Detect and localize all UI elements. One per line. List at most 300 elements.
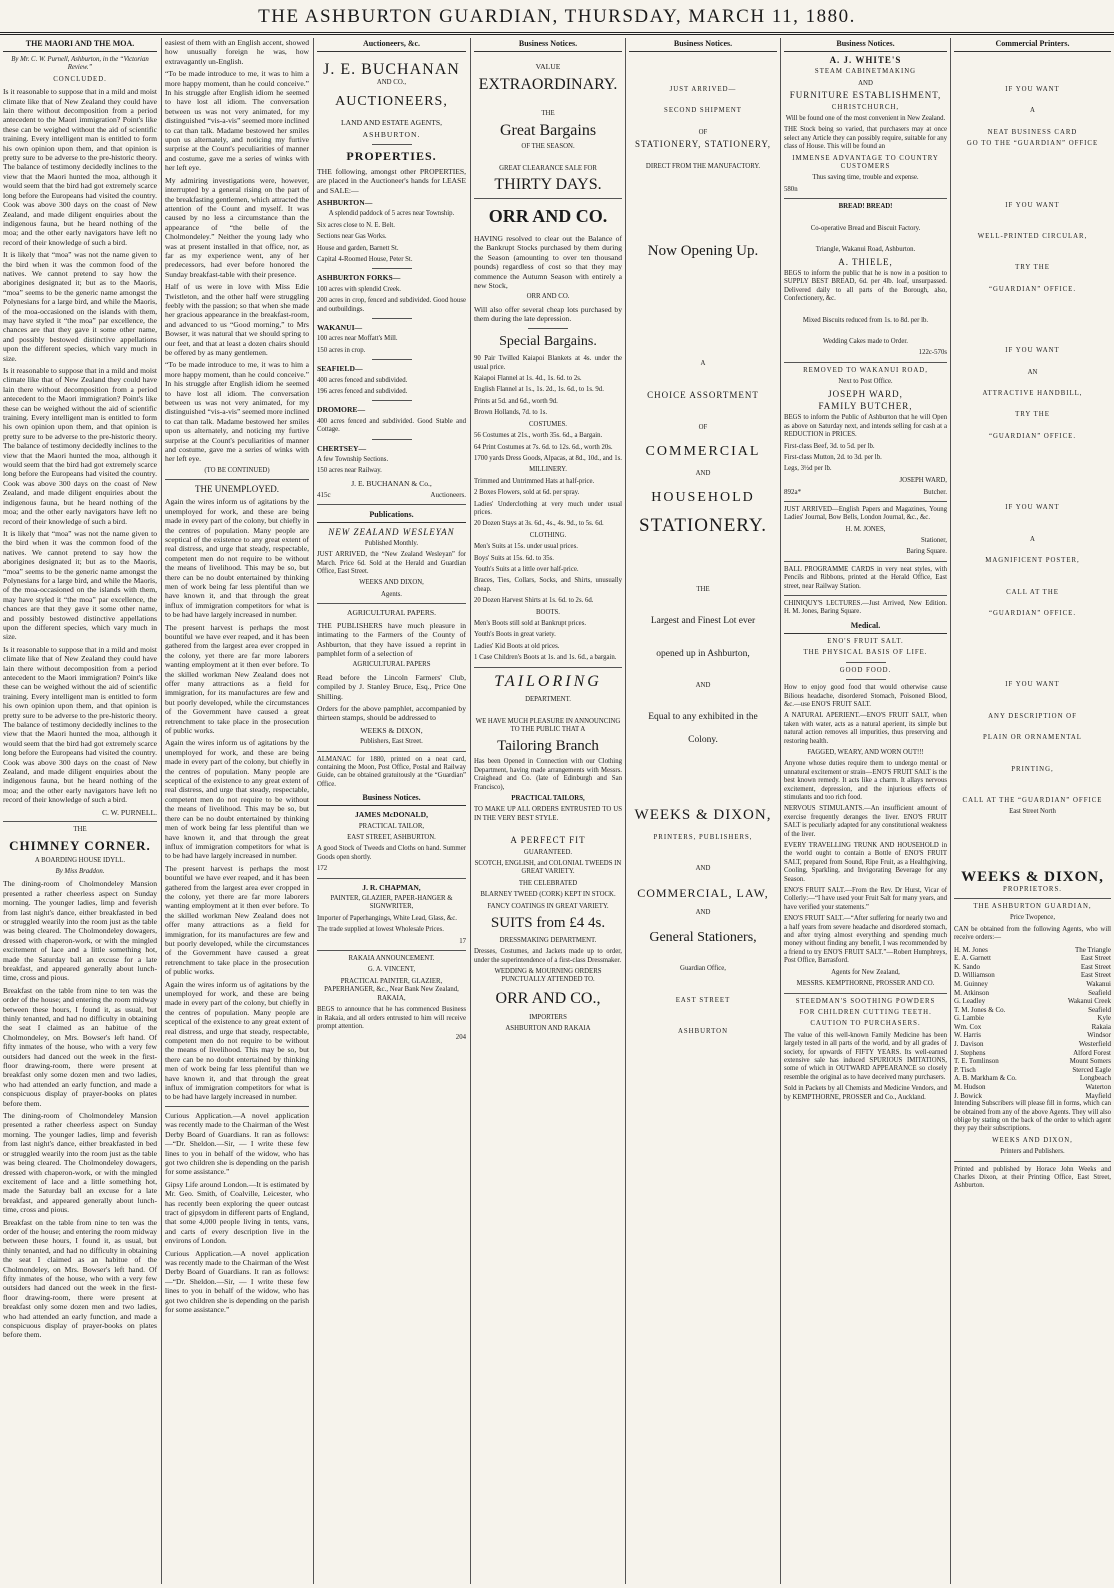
circular-label: WELL-PRINTED CIRCULAR, bbox=[977, 233, 1088, 241]
bargain-item: Kaiapoi Flannel at 1s. 4d., 1s. 6d. to 2s. bbox=[474, 375, 582, 383]
address-label: Triangle, Wakanui Road, Ashburton. bbox=[815, 246, 916, 254]
divider bbox=[3, 821, 157, 822]
agricultural-papers-heading: AGRICULTURAL PAPERS. bbox=[346, 608, 437, 618]
agent-name: K. Sando bbox=[954, 962, 981, 971]
divider bbox=[784, 198, 947, 199]
section-header: Medical. bbox=[784, 620, 947, 634]
factory-label: Co-operative Bread and Biscuit Factory. bbox=[810, 224, 921, 232]
divider bbox=[317, 504, 466, 505]
bargain-item: Braces, Ties, Collars, Socks, and Shirts, unusually cheap. bbox=[474, 577, 622, 593]
article-paragraph: Is it reasonable to suppose that in a mild and moist climate like that of New Zealand they could have lain there without decomposition from a period antecedent to the Maori immigration? Point's like these can be weighed without the aid of scientific training. Every intelligent man is entitled to form his own opinion upon them, and that opinion is pretty sure to be adverse to the pre-historic theory. The balance of testimony decidedly inclines to the view that the Maori hunted the moa, although it would seem that the bird had got extremely scarce long before the Europeans had visited the country. Cook was above 300 days on the coast of New Zealand, and made diligent enquiries about the indigenous fauna, but he heard nothing of the moa; and the other early navigators have left no record of their knowledge of such a bird. bbox=[3, 366, 157, 526]
a-label: A bbox=[1030, 107, 1035, 115]
agent-row bbox=[954, 980, 1111, 989]
bargain-item: Youth's Boots in great variety. bbox=[474, 631, 556, 639]
agent-place: East Street bbox=[1080, 954, 1111, 963]
agent-row bbox=[954, 1066, 1111, 1075]
firm-name: J. E. BUCHANAN bbox=[323, 61, 460, 78]
chapman-text: Importer of Paperhangings, White Lead, Glass, &c. bbox=[317, 914, 457, 922]
dash-rule bbox=[846, 662, 886, 663]
masthead: THE ASHBURTON GUARDIAN, THURSDAY, MARCH 11, 1880. bbox=[258, 6, 856, 27]
article-paragraph: Again the wires inform us of agitations by the unemployed for work, and these are being made in every part of the colony, but chiefly in the centres of population. Many people are sceptical of the existence to any great extent of real distress, and urge that steady, respectable, competent men do not require to be without the means of livelihood. This may be so, but there can be no doubt entertained by thinking men of work being far less plentiful than we have known it, and that through the great influx of immigration competitors for what is to be had have largely increased in number. bbox=[165, 738, 309, 861]
agents-name: MESSRS. KEMPTHORNE, PROSSER AND CO. bbox=[796, 980, 935, 988]
article-paragraph: The present harvest is perhaps the most bountiful we have ever reaped, and it has been gathered from the largest area ever cropped in the colony, yet there are far more laborers wanting employment at it then ever before. To the skilled workman New Zealand does not offer many attractions as a field for immigration, for its manufactures are few and but poorly developed, while the circumstances of the Government have caused a great retrenchment to take place in the prosecution of public works. bbox=[165, 863, 309, 977]
wesleyan-text: JUST ARRIVED, the “New Zealand Wesleyan” for March. Price 6d. Sold at the Herald and Guardian Office, East Street. bbox=[317, 551, 466, 576]
locality-heading: ASHBURTON— bbox=[317, 197, 373, 207]
vincent-name: G. A. VINCENT, bbox=[367, 966, 416, 974]
agent-name: J. Stephens bbox=[954, 1048, 986, 1057]
agent-name: W. Harris bbox=[954, 1031, 981, 1040]
advantage-label: IMMENSE ADVANTAGE TO COUNTRY CUSTOMERS bbox=[792, 154, 939, 171]
opened-label: opened up in Ashburton, bbox=[656, 648, 750, 659]
eno-text: ENO'S FRUIT SALT.—“After suffering for nearly two and a half years from severe headache and disordered stomach, and after trying almost everything and spending much money without finding any benefit, I was recommended by a friend to try ENO'S FRUIT SALT.”—Robert Humphreys, Post Office, Barrasford. bbox=[784, 915, 947, 965]
if-you-want-label: IF YOU WANT bbox=[1005, 681, 1060, 689]
east-street-label: EAST STREET bbox=[675, 996, 731, 1004]
extraordinary-heading: EXTRAORDINARY. bbox=[478, 76, 618, 94]
agent-row bbox=[954, 1006, 1111, 1015]
importers-label: IMPORTERS bbox=[529, 1013, 567, 1021]
thirty-days-heading: THIRTY DAYS. bbox=[494, 176, 602, 194]
proprietors-label: PROPRIETORS. bbox=[1003, 885, 1062, 893]
orr-name: ORR AND CO. bbox=[526, 293, 570, 301]
tailoring-heading: TAILORING bbox=[494, 672, 602, 690]
biscuits-text: Mixed Biscuits reduced from 1s. to 8d. per lb. bbox=[802, 316, 929, 324]
property-item: 150 acres in crop. bbox=[317, 346, 366, 354]
baring-square-label: Baring Square. bbox=[906, 548, 947, 556]
bargain-item: 1 Case Children's Boots at 1s. and 1s. 6d., a bargain. bbox=[474, 654, 617, 662]
agent-row bbox=[954, 1057, 1111, 1066]
equal-label: Equal to any exhibited in the bbox=[648, 712, 758, 723]
unemployed-heading: THE UNEMPLOYED. bbox=[195, 484, 279, 495]
to-be-continued: (TO BE CONTINUED) bbox=[204, 466, 270, 474]
the-label: THE bbox=[696, 585, 710, 593]
household-label: HOUSEHOLD bbox=[651, 490, 755, 506]
steedman-sub: FOR CHILDREN CUTTING TEETH. bbox=[799, 1008, 932, 1016]
business-card-label: NEAT BUSINESS CARD bbox=[987, 128, 1078, 136]
cabinetmaking-label: STEAM CABINETMAKING bbox=[814, 68, 917, 76]
thiele-text: BEGS to inform the public that he is now in a position to SUPPLY BEST BREAD, 6d. per 4lb. loaf, unsurpassed. Delivered daily to all parts of the Borough, also, Confectionery, &c. bbox=[784, 269, 947, 303]
story-author: By Miss Braddon. bbox=[55, 867, 105, 875]
plain-ornamental-label: PLAIN OR ORNAMENTAL bbox=[983, 734, 1082, 742]
furniture-label: FURNITURE ESTABLISHMENT, bbox=[789, 90, 942, 101]
column-5 bbox=[626, 38, 780, 1584]
description-label: ANY DESCRIPTION OF bbox=[988, 712, 1077, 720]
stationery-heading: STATIONERY. bbox=[639, 514, 767, 536]
white-text: Will be found one of the most convenient in New Zealand. bbox=[785, 115, 946, 123]
dash-rule bbox=[846, 679, 886, 680]
eno-text: NERVOUS STIMULANTS.—An insufficient amount of exercise frequently deranges the liver. ENO'S FRUIT SALT is peculiarly adapted for any constitutional weakness of the liver. bbox=[784, 805, 947, 838]
thiele-name: A. THIELE, bbox=[838, 256, 893, 267]
great-bargains-heading: Great Bargains bbox=[499, 121, 597, 139]
bargain-item: Brown Hollands, 7d. to 1s. bbox=[474, 409, 548, 417]
agent-place: Mayfield bbox=[1085, 1091, 1111, 1100]
agent-place: Waterton bbox=[1085, 1083, 1111, 1092]
eno-text: Anyone whose duties require them to undergo mental or unnatural excitement or strain—ENO'S FRUIT SALT is the best known remedy. It acts like a charm. It allays nervous excitement, depression, and the injurious effects of stimulants and too rich food. bbox=[784, 760, 947, 801]
tailoring-text: Has been Opened in Connection with our Clothing Department, having made arrangements with Messrs. Craighead and Co. (late of Edinburgh and San Francisco), bbox=[474, 758, 622, 791]
caution-text: The value of this well-known Family Medicine has been largely tested in all parts of the world, and by all grades of society, for upwards of FIFTY YEARS. Its well-earned extensive sale has induced SPURIOUS IMITATIONS, some of which in OUTWARD APPEARANCE so closely resemble the original as to have deceived many purchasers. bbox=[784, 1031, 947, 1081]
bargain-item: 90 Pair Twilled Kaiapoi Blankets at 4s. under the usual price. bbox=[474, 355, 622, 371]
agent-place: Wakanui bbox=[1086, 979, 1111, 988]
if-you-want-label: IF YOU WANT bbox=[1005, 201, 1060, 209]
choice-assortment-label: CHOICE ASSORTMENT bbox=[647, 390, 759, 401]
eno-heading: ENO'S FRUIT SALT. bbox=[827, 637, 904, 645]
boots-heading: BOOTS. bbox=[536, 608, 560, 616]
guardian-office-label: “GUARDIAN” OFFICE. bbox=[988, 432, 1077, 440]
white-name: A. J. WHITE'S bbox=[829, 55, 902, 65]
a-label: A bbox=[1030, 535, 1035, 543]
divider bbox=[784, 362, 947, 363]
price-label: Price Twopence, bbox=[1009, 914, 1056, 922]
agent-row bbox=[954, 1014, 1111, 1023]
property-item: House and garden, Barnett St. bbox=[317, 244, 399, 252]
agent-row bbox=[954, 1023, 1111, 1032]
property-item: 100 acres near Moffatt's Mill. bbox=[317, 335, 398, 343]
column-3 bbox=[314, 38, 469, 1584]
caution-heading: CAUTION TO PURCHASERS. bbox=[810, 1020, 921, 1028]
section-header: Auctioneers, &c. bbox=[317, 38, 466, 52]
dash-rule bbox=[372, 439, 412, 440]
saving-label: Thus saving time, trouble and expense. bbox=[812, 174, 919, 182]
property-item: 400 acres fenced and subdivided. bbox=[317, 376, 408, 384]
divider bbox=[165, 1106, 309, 1107]
printers-label: PRINTERS, PUBLISHERS, bbox=[653, 833, 753, 841]
agent-name: M. Atkinson bbox=[954, 988, 990, 997]
masthead-rule bbox=[0, 32, 1114, 35]
perfect-fit-heading: A PERFECT FIT bbox=[510, 835, 586, 846]
story-paragraph: Breakfast on the table from nine to ten was the order of the house; and entering the room midway between these hours, I found it, as usual, but thinly tenanted, and had no difficulty in obtaining the seat I claimed as an habitue of the Cholmondeley, on Mrs. Bowser's left hand. Of fifty inmates of the house, who with a very few outsiders had danced out the week in the first-floor drawing-room, there were present at breakfast only some dozen men and two ladies, who had attended an early function, and made a conspicuous display of prayer-books on plates before them. bbox=[3, 1217, 157, 1340]
dressmaking-text: Dresses, Costumes, and Jackets made up to order, under the superintendence of a first-class Dressmaker. bbox=[474, 948, 622, 964]
bargain-item: Men's Suits at 15s. under usual prices. bbox=[474, 543, 578, 551]
firm-and-co: AND CO., bbox=[376, 78, 407, 86]
agent-place: Westerfield bbox=[1078, 1040, 1111, 1049]
the-label: THE bbox=[541, 110, 555, 118]
agent-name: M. Guinney bbox=[954, 979, 988, 988]
property-item: Six acres close to N. E. Belt. bbox=[317, 221, 395, 229]
column-6 bbox=[781, 38, 950, 1584]
mcdonald-text: A good Stock of Tweeds and Cloths on hand. Summer Goods open shortly. bbox=[317, 845, 466, 861]
story-subtitle: A BOARDING HOUSE IDYLL. bbox=[34, 856, 126, 864]
agent-row bbox=[954, 971, 1111, 980]
agent-row bbox=[954, 1049, 1111, 1058]
guardian-title: THE ASHBURTON GUARDIAN, bbox=[973, 902, 1092, 910]
stationer-label: Stationer, bbox=[921, 537, 947, 545]
blarney-text: BLARNEY TWEED (CORK) KEPT IN STOCK. bbox=[480, 891, 616, 899]
ward-signature: JOSEPH WARD, bbox=[899, 476, 947, 484]
bargain-item: Boys' Suits at 15s. 6d. to 35s. bbox=[474, 554, 554, 562]
weeks-dixon-heading: WEEKS & DIXON, bbox=[961, 868, 1104, 885]
guardian-office-label: GO TO THE “GUARDIAN” OFFICE bbox=[966, 140, 1099, 148]
publishers-label: Publishers, East Street. bbox=[360, 738, 423, 746]
mcdonald-address: EAST STREET, ASHBURTON. bbox=[347, 834, 436, 842]
coatings-text: FANCY COATINGS IN GREAT VARIETY. bbox=[487, 902, 609, 910]
article-paragraph: It is likely that “moa” was not the name given to the bird when it was the common food of the natives. We cannot pretend to say how the aborigines designated it; but as to the Maoris, “moa” seems to be the generic name amongst the Polynesians for a large bird, and while the Maoris, of the moa-occasioned on the islands with them, may have styled it “the moa” par excellence, the chances are that they gave it some other name, and possibly bestowed distinctive appellations upon the different species, which vary much in size. bbox=[3, 528, 157, 642]
news-paragraph: Curious Application.—A novel application was recently made to the Chairman of the West Derby Board of Guardians. It ran as follows:—“Dr. Sheldon.—Sir, — I write these few lines to you in behalf of the widow, who has got two children she is depending on the parish for some assistance.” bbox=[165, 1248, 309, 1314]
removed-heading: REMOVED TO WAKANUI ROAD, bbox=[803, 366, 928, 374]
orr-text: Will also offer several cheap lots purchased by them during the late depression. bbox=[474, 304, 622, 324]
bargain-item: Ladies' Kid Boots at old prices. bbox=[474, 642, 560, 650]
dash-rule bbox=[372, 359, 412, 360]
advertiser-signature: J. E. BUCHANAN & Co., bbox=[351, 478, 432, 488]
bargain-item: 64 Print Costumes at 7s. 6d. to 12s. 6d., worth 20s. bbox=[474, 443, 613, 451]
divider bbox=[317, 878, 466, 879]
story-paragraph: The dining-room of Cholmondeley Mansion presented a rather cheerless aspect on Sunday morning. The younger ladies, limp and feverish from last night's dance, either breakfasted in bed or struggled wearily into the room just as the table was being cleared. The Cholmondeley dowagers, dressed with chaperon-work, or with the mingled excitement of lace and a little something hot, made the Saturday ball an excuse for a late breakfast, and appeared generally about lunch-time, cross and pious. bbox=[3, 879, 157, 983]
agricultural-title: AGRICULTURAL PAPERS bbox=[352, 661, 431, 669]
jones-name: H. M. JONES, bbox=[845, 525, 886, 533]
eno-text: A NATURAL APERIENT.—ENO'S FRUIT SALT, when taken with water, acts as a natural aperient, its simple but natural action removes all impurities, thus preserving and restoring health. bbox=[784, 712, 947, 745]
agent-place: Wakanui Creek bbox=[1067, 997, 1111, 1006]
divider bbox=[474, 667, 622, 668]
locality-heading: WAKANUI— bbox=[317, 322, 363, 332]
agent-name: T. E. Tomlinson bbox=[954, 1057, 999, 1066]
agent-place: East Street bbox=[1080, 971, 1111, 980]
section-header: Business Notices. bbox=[629, 38, 777, 52]
stationery-label: STATIONERY, STATIONERY, bbox=[635, 139, 771, 150]
agent-name: J. Davison bbox=[954, 1040, 984, 1049]
chapman-trade: PAINTER, GLAZIER, PAPER-HANGER & SIGNWRITER, bbox=[330, 895, 453, 911]
chimney-corner-heading: CHIMNEY CORNER. bbox=[9, 837, 151, 853]
steedman-heading: STEEDMAN'S SOOTHING POWDERS bbox=[795, 997, 936, 1005]
now-opening-heading: Now Opening Up. bbox=[647, 243, 759, 260]
agent-place: Mount Somers bbox=[1069, 1057, 1111, 1066]
vincent-trade: PRACTICAL PAINTER, GLAZIER, PAPERHANGER, &c., Near Bank New Zealand, RAKAIA, bbox=[324, 977, 459, 1002]
agent-place: Windsor bbox=[1087, 1031, 1111, 1040]
east-street-north-label: East Street North bbox=[1009, 808, 1056, 816]
ad-reference: 17 bbox=[459, 937, 466, 945]
property-item: 400 acres fenced and subdivided. Good Stable and Cottage. bbox=[317, 417, 466, 434]
properties-intro: THE following, amongst other PROPERTIES, are placed in the Auctioneer's hands for LEASE and SALE:— bbox=[317, 166, 466, 195]
concluded-label: CONCLUDED. bbox=[53, 75, 107, 83]
town-name: ASHBURTON. bbox=[362, 130, 421, 140]
bargain-item: English Flannel at 1s., 1s. 2d., 1s. 6d., to 1s. 9d. bbox=[474, 386, 604, 394]
article-paragraph: Again the wires inform us of agitations by the unemployed for work, and these are being made in every part of the colony, but chiefly in the centres of population. Many people are sceptical of the existence to any great extent of real distress, and urge that steady, respectable, competent men do not require to be without the means of livelihood. This may be so, but there can be no doubt entertained by thinking men of work being far less plentiful than we have known it, and that through the great influx of immigration competitors for what is to be had have largely increased in number. bbox=[165, 979, 309, 1102]
column-4 bbox=[471, 38, 625, 1584]
dash-rule bbox=[372, 318, 412, 319]
a-label: A bbox=[700, 359, 706, 367]
story-paragraph: Breakfast on the table from nine to ten was the order of the house; and entering the room midway between these hours, I found it, as usual, but thinly tenanted, and had no difficulty in obtaining the seat I claimed as an habitue of the Cholmondeley, on Mrs. Bowser's left hand. Of fifty inmates of the house, who with a very few outsiders had danced out the week in the first-floor drawing-room, there were present at breakfast only some dozen men and two ladies, who had attended an early function, and made a conspicuous display of prayer-books on plates before them. bbox=[3, 985, 157, 1108]
divider bbox=[165, 479, 309, 480]
agents-list bbox=[954, 946, 1111, 1101]
story-paragraph: Half of us were in love with Miss Edie Twistleton, and the other half were struggling feebly with the passion; so that when she made her gracious appearance in the breakfast-room, and advanced to us “Good morning,” to Mrs Bowser, it was natural that we should spring to our feet, and that at least a dozen chairs should be offered by as many gentlemen. bbox=[165, 282, 309, 357]
agent-row bbox=[954, 1083, 1111, 1092]
call-label: CALL AT THE “GUARDIAN” OFFICE bbox=[962, 796, 1103, 804]
handbill-label: ATTRACTIVE HANDBILL, bbox=[982, 390, 1083, 398]
colony-label: Colony. bbox=[688, 734, 718, 745]
bargain-item: 56 Costumes at 21s., worth 35s. 6d., a Bargain. bbox=[474, 432, 603, 440]
column-2 bbox=[162, 38, 312, 1584]
of-label: OF bbox=[698, 423, 708, 431]
guardian-office-label: “GUARDIAN” OFFICE. bbox=[988, 285, 1077, 293]
bargain-item: Trimmed and Untrimmed Hats at half-price. bbox=[474, 477, 595, 485]
property-item: 150 acres near Railway. bbox=[317, 467, 382, 475]
dash-rule bbox=[372, 400, 412, 401]
and-label: AND bbox=[695, 909, 711, 917]
price-item: First-class Beef, 3d. to 5d. per lb. bbox=[784, 442, 875, 450]
practical-tailors-heading: PRACTICAL TAILORS, bbox=[511, 795, 585, 803]
divider bbox=[317, 950, 466, 951]
agents-label: Agents. bbox=[381, 590, 402, 598]
eno-text: EVERY TRAVELLING TRUNK AND HOUSEHOLD in the world ought to contain a Bottle of ENO'S FRUIT SALT, prepared from Sound, Ripe Fruit, as a Healthgiving, Cooling, Sparkling, and Invigorating Beverage for any Season. bbox=[784, 842, 947, 883]
value-label: VALUE bbox=[535, 62, 561, 71]
agent-row bbox=[954, 946, 1111, 955]
ad-reference: 580n bbox=[784, 185, 798, 193]
divider bbox=[784, 595, 947, 596]
clothing-heading: CLOTHING. bbox=[529, 531, 567, 539]
jones-text: JUST ARRIVED—English Papers and Magazines, Young Ladies' Journal, Bow Bells, London Journal, &c., &c. bbox=[784, 505, 947, 522]
second-shipment-label: SECOND SHIPMENT bbox=[664, 107, 742, 115]
eno-text: ENO'S FRUIT SALT.—From the Rev. Dr Hurst, Vicar of Collerly:—“I have used your Fruit Salt for many years, and have verified your statements.” bbox=[784, 887, 947, 911]
agent-name: G. Leadley bbox=[954, 997, 986, 1006]
advertiser-title: Auctioneers. bbox=[430, 491, 466, 500]
printers-publishers-label: Printers and Publishers. bbox=[1000, 1148, 1065, 1156]
chapman-name: J. R. CHAPMAN, bbox=[362, 882, 421, 892]
dash-rule bbox=[372, 268, 412, 269]
guardian-office-label: Guardian Office, bbox=[680, 965, 726, 973]
orr-footer-name: ORR AND CO., bbox=[495, 989, 601, 1007]
agent-name: Wm. Cox bbox=[954, 1022, 982, 1031]
section-header: Business Notices. bbox=[317, 792, 466, 806]
column-1 bbox=[0, 38, 160, 1584]
subscribers-text: Intending Subscribers will please fill in forms, which can be obtained from any of the above Agents. They will also oblige by stating on the back of the order to which agent they pay their subscriptions. bbox=[954, 1100, 1111, 1133]
bargain-item: Youth's Suits at a little over half-price. bbox=[474, 565, 579, 573]
agent-place: East Street bbox=[1080, 962, 1111, 971]
article-paragraph: The present harvest is perhaps the most bountiful we have ever reaped, and it has been gathered from the largest area ever cropped in the colony, yet there are far more laborers wanting employment at it then ever before. To the skilled workman New Zealand does not offer many attractions as a field for immigration, for its manufactures are few and but poorly developed, while the circumstances of the Government have caused a great retrenchment to take place in the prosecution of public works. bbox=[165, 622, 309, 736]
suits-heading: SUITS from £4 4s. bbox=[490, 915, 606, 932]
property-item: 200 acres in crop, fenced and subdivided. Good house and outbuildings. bbox=[317, 297, 466, 313]
agent-place: The Triangle bbox=[1075, 945, 1111, 954]
department-label: DEPARTMENT. bbox=[525, 696, 571, 704]
agent-row bbox=[954, 1074, 1111, 1083]
bargain-item: 1700 yards Dress Goods, Alpacas, at 8d., 10d., and 1s. bbox=[474, 454, 623, 462]
divider bbox=[317, 751, 466, 752]
post-office-label: Next to Post Office. bbox=[838, 378, 893, 386]
if-you-want-label: IF YOU WANT bbox=[1005, 504, 1060, 512]
just-arrived-label: JUST ARRIVED— bbox=[669, 86, 737, 93]
if-you-want-label: IF YOU WANT bbox=[1005, 86, 1060, 93]
agents-label: Agents for New Zealand, bbox=[831, 968, 900, 976]
tweeds-text: SCOTCH, ENGLISH, and COLONIAL TWEEDS IN GREAT VARIETY. bbox=[474, 860, 622, 876]
author-signature: C. W. PURNELL. bbox=[101, 807, 157, 817]
bread-heading: BREAD! BREAD! bbox=[838, 203, 893, 211]
eno-text: FAGGED, WEARY, AND WORN OUT!!! bbox=[807, 748, 924, 756]
bargain-item: 2 Boxes Flowers, sold at 6d. per spray. bbox=[474, 489, 580, 497]
dash-rule bbox=[528, 328, 568, 329]
property-item: Capital 4-Roomed House, Peter St. bbox=[317, 255, 413, 263]
article-paragraph: Again the wires inform us of agitations by the unemployed for work, and these are being made in every part of the colony, but chiefly in the centres of population. Many people are sceptical of the existence to any great extent of real distress, and urge that steady, respectable, competent men do not require to be without the means of livelihood. This may be so, but there can be no doubt entertained by thinking men of work being far less plentiful than we have known it, and that through the great influx of immigration competitors for what is to be had have largely increased in number. bbox=[165, 497, 309, 620]
bargain-item: Men's Boots still sold at Bankrupt prices. bbox=[474, 620, 587, 627]
divider bbox=[474, 198, 622, 199]
poster-label: MAGNIFICENT POSTER, bbox=[985, 557, 1080, 565]
ashburton-label: ASHBURTON bbox=[677, 1028, 728, 1036]
property-item: 196 acres fenced and subdivided. bbox=[317, 388, 408, 396]
agent-row bbox=[954, 1092, 1111, 1101]
section-header: Business Notices. bbox=[784, 38, 947, 52]
agent-name: H. M. Jones bbox=[954, 945, 988, 954]
of-label: OF bbox=[698, 128, 708, 136]
and-label: AND bbox=[695, 469, 711, 477]
land-agents: LAND AND ESTATE AGENTS, bbox=[340, 117, 443, 127]
agent-name: P. Tisch bbox=[954, 1065, 976, 1074]
caution-text: Sold in Packets by all Chemists and Medicine Vendors, and by KEMPTHORNE, PROSSER and Co., Auckland. bbox=[784, 1085, 947, 1101]
section-header: Commercial Printers. bbox=[954, 38, 1111, 52]
tailoring-text: TO MAKE UP ALL ORDERS ENTRUSTED TO US IN THE VERY BEST STYLE. bbox=[474, 806, 622, 822]
ad-reference: 204 bbox=[455, 1034, 466, 1042]
property-item: A few Township Sections. bbox=[317, 456, 389, 464]
weeks-dixon: WEEKS AND DIXON, bbox=[359, 579, 424, 587]
divider bbox=[954, 898, 1111, 899]
wesleyan-title: NEW ZEALAND WESLEYAN bbox=[328, 526, 455, 537]
dressmaking-heading: DRESSMAKING DEPARTMENT. bbox=[499, 936, 597, 944]
lectures-text: CHINIQUY'S LECTURES.—Just Arrived, New Edition. H. M. Jones, Baring Square. bbox=[784, 600, 947, 616]
locality-heading: CHERTSEY— bbox=[317, 443, 367, 453]
agent-place: Alford Forest bbox=[1073, 1048, 1111, 1057]
article-paragraph: It is likely that “moa” was not the name given to the bird when it was the common food of the natives. We cannot pretend to say how the aborigines designated it; but as to the Maoris, “moa” seems to be the generic name amongst the Polynesians for a large bird, and while the Maoris, of the moa-occasioned on the islands with them, may have styled it “the moa” par excellence, the chances are that they gave it some other name, and possibly bestowed distinctive appellations upon the different species, which vary much in size. bbox=[3, 250, 157, 363]
call-label: CALL AT THE bbox=[1006, 588, 1059, 596]
ward-name: JOSEPH WARD, bbox=[828, 388, 903, 399]
ad-reference: 122c-570s bbox=[918, 349, 947, 357]
agent-row bbox=[954, 954, 1111, 963]
commercial-label: COMMERCIAL bbox=[645, 444, 761, 459]
costumes-heading: COSTUMES. bbox=[529, 420, 567, 428]
ad-reference: 415c bbox=[317, 491, 331, 500]
locality-heading: ASHBURTON FORKS— bbox=[317, 273, 401, 283]
and-label: AND bbox=[858, 79, 873, 87]
price-item: First-class Mutton, 2d. to 3d. per lb. bbox=[784, 454, 882, 461]
commercial-law-label: COMMERCIAL, LAW, bbox=[637, 885, 769, 900]
story-paragraph: “To be made introduce to me, it was to him a more happy moment, than he could conceive.” In his struggle after English idiom he seemed to have lost all idiom. The conversation between us was not very animated, for my distinguished “vis-a-vis” seemed more inclined to cat than talk. Madame bestowed her smiles upon us alternately, and noticing my furtive surprise at the Count's peculiarities of manner and costume, gave me a series of winks with her left eye. bbox=[165, 360, 309, 464]
agent-name: J. Bowick bbox=[954, 1091, 982, 1100]
largest-lot-label: Largest and Finest Lot ever bbox=[650, 616, 756, 627]
mcdonald-name: JAMES McDONALD, bbox=[355, 810, 428, 820]
wesleyan-subtitle: Published Monthly. bbox=[364, 539, 419, 547]
guaranteed-label: GUARANTEED. bbox=[523, 848, 573, 856]
agent-name: D. Williamson bbox=[954, 971, 995, 980]
weeks-dixon: WEEKS & DIXON, bbox=[360, 725, 423, 735]
properties-heading: PROPERTIES. bbox=[346, 148, 437, 163]
property-item: Sections near Gas Works. bbox=[317, 233, 387, 241]
ad-reference: 892a* bbox=[784, 488, 802, 497]
bargain-item: Prints at 5d. and 6d., worth 9d. bbox=[474, 397, 558, 405]
and-label: AND bbox=[695, 681, 711, 689]
agent-place: Rakaia bbox=[1091, 1022, 1111, 1031]
eno-text: How to enjoy good food that would otherwise cause Bilious headache, disordered Stomach, Poisoned Blood, &c.—use ENO'S FRUIT SALT. bbox=[784, 684, 947, 708]
divider bbox=[784, 501, 947, 502]
story-paragraph: My admiring investigations were, however, interrupted by a general rising on the part of the breakfasting gentlemen, which attracted the attention of the Count and myself. It was caused by no less a circumstance than the appearance of “the belle of the Cholmondeley.” Neither the young lady who was at present installed in that office, nor, as far as my experience went, any of her predecessors, had ever before honored the Sunday breakfast-table with their presence. bbox=[165, 175, 309, 279]
agent-place: Kyle bbox=[1097, 1014, 1111, 1023]
ad-reference: 172 bbox=[317, 865, 328, 873]
special-bargains-heading: Special Bargains. bbox=[499, 333, 597, 349]
agent-row bbox=[954, 989, 1111, 998]
mcdonald-trade: PRACTICAL TAILOR, bbox=[358, 822, 425, 830]
general-stationers-heading: General Stationers, bbox=[649, 929, 757, 945]
season-label: OF THE SEASON. bbox=[521, 143, 575, 151]
divider bbox=[784, 561, 947, 562]
bargain-item: 20 Dozen Harvest Shirts at 1s. 6d. to 2s. 6d. bbox=[474, 597, 594, 605]
locality-heading: SEAFIELD— bbox=[317, 364, 363, 374]
physical-basis-label: THE PHYSICAL BASIS OF LIFE. bbox=[803, 649, 928, 657]
bargain-item: Ladies' Underclothing at very much under usual prices. bbox=[474, 500, 622, 516]
christchurch-label: CHRISTCHURCH, bbox=[831, 103, 900, 111]
auctioneers-title: AUCTIONEERS, bbox=[335, 94, 448, 110]
clearance-label: GREAT CLEARANCE SALE FOR bbox=[499, 164, 597, 172]
article-title-maori: THE MAORI AND THE MOA. bbox=[3, 38, 157, 52]
agent-row bbox=[954, 963, 1111, 972]
white-text: THE Stock being so varied, that purchasers may at once select any Article they can possibly require, suitable for any class of House. This will be found an bbox=[784, 126, 947, 151]
column-7 bbox=[951, 38, 1114, 1584]
almanac-notice: ALMANAC for 1880, printed on a neat card, containing the Moon, Post Office, Postal and Railway Guide, can be obtained gratuitously at the “Guardian” Office. bbox=[317, 755, 466, 788]
article-paragraph: Is it reasonable to suppose that in a mild and moist climate like that of New Zealand they could have lain there without decomposition from a period antecedent to the Maori immigration? Point's like these can be weighed without the aid of scientific training. Every intelligent man is entitled to form his own opinion upon them, and that opinion is pretty sure to be adverse to the pre-historic theory. The balance of testimony decidedly inclines to the view that the Maori hunted the moa, although it would seem that the bird had got extremely scarce long before the Europeans had visited the country. Cook was above 300 days on the coast of New Zealand, and made diligent enquiries about the indigenous fauna, but he heard nothing of the moa; and the other early navigators have left no record of their knowledge of such a bird. bbox=[3, 87, 157, 247]
agent-name: A. B. Markham & Co. bbox=[954, 1074, 1017, 1083]
divider bbox=[317, 603, 466, 604]
property-item: A splendid paddock of 5 acres near Township. bbox=[328, 210, 455, 218]
